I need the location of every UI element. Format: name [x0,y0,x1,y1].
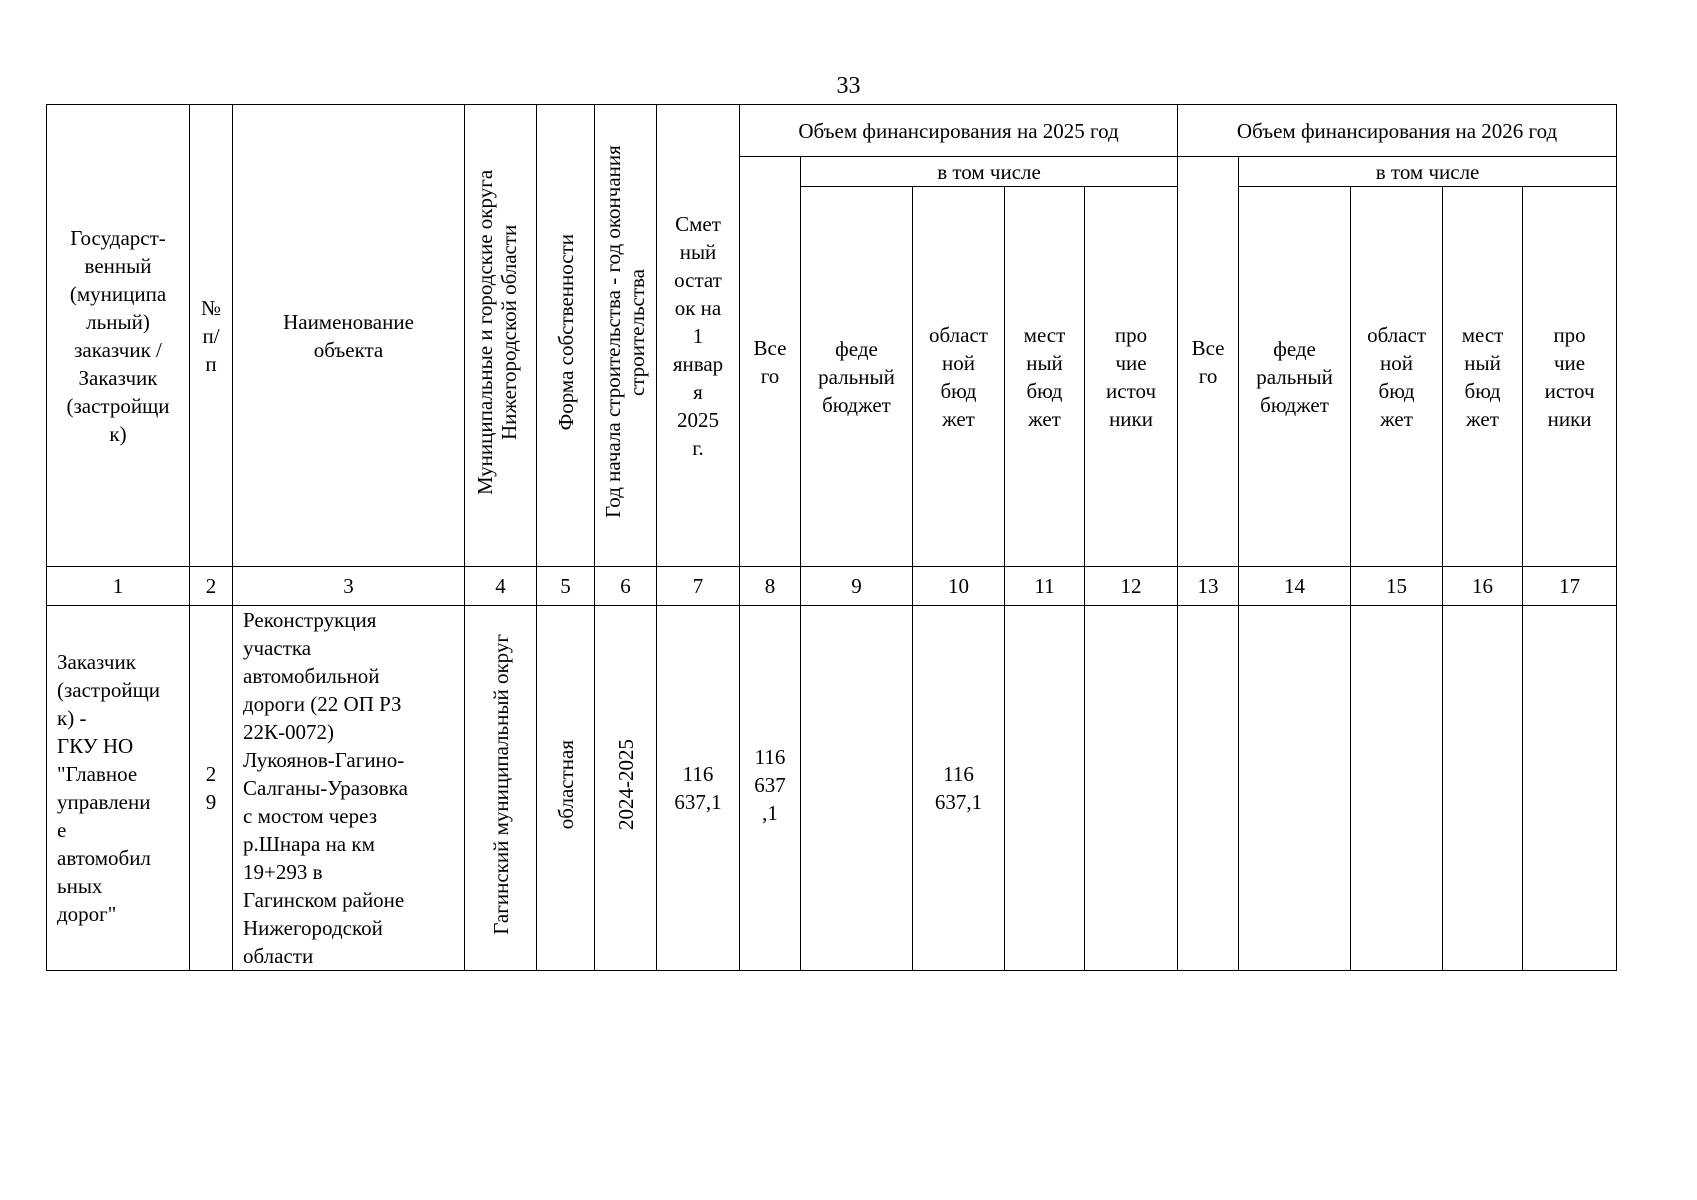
header-municipal-cell [465,105,537,567]
table-row [47,606,1617,971]
row-ownership: областная [553,739,578,830]
row-customer: Заказчик (застройщи к) - ГКУ НО "Главное управлени е автомобил ьных дорог" [47,606,190,971]
column-number: 13 [1178,567,1239,606]
row-local-2025 [1005,606,1085,971]
row-total-2026 [1178,606,1239,971]
header-years-cell [595,105,657,567]
column-number: 7 [657,567,740,606]
row-years: 2024-2025 [613,739,638,830]
row-local-2026 [1443,606,1523,971]
header-ownership-cell [537,105,595,567]
row-years-cell [595,606,657,971]
header-ownership: Форма собственности [553,233,578,431]
column-number: 14 [1239,567,1351,606]
row-balance: 116 637,1 [657,606,740,971]
row-total-2025: 116 637 ,1 [740,606,801,971]
page-number: 33 [836,73,861,99]
header-total-2025: Все го [740,157,801,567]
row-regional-2026 [1351,606,1443,971]
column-number-row [47,567,1617,606]
header-total-2026: Все го [1178,157,1239,567]
row-federal-2026 [1239,606,1351,971]
column-number: 11 [1005,567,1085,606]
row-municipal-cell [465,606,537,971]
header-municipal: Муниципальные и городские округа Нижегородской области [472,169,521,495]
column-number: 5 [537,567,595,606]
header-regional-2025: област ной бюд жет [913,187,1005,567]
header-including-2026: в том числе [1239,157,1617,187]
column-number: 2 [190,567,233,606]
column-number: 17 [1523,567,1617,606]
column-number: 1 [47,567,190,606]
row-ownership-cell [537,606,595,971]
column-number: 16 [1443,567,1523,606]
column-number: 8 [740,567,801,606]
row-federal-2025 [801,606,913,971]
header-other-2025: про чие источ ники [1085,187,1178,567]
header-regional-2026: област ной бюд жет [1351,187,1443,567]
row-regional-2025: 116 637,1 [913,606,1005,971]
row-municipal: Гагинский муниципальный округ [488,634,513,935]
header-object-name: Наименование объекта [233,105,465,567]
financing-table [46,104,1617,971]
row-other-2025 [1085,606,1178,971]
column-number: 12 [1085,567,1178,606]
header-fin-2025: Объем финансирования на 2025 год [740,105,1178,157]
header-years: Год начала строительства - год окончания строительства [600,145,649,519]
header-customer: Государст- венный (муниципа льный) заказчик / Заказчик (застройщи к) [47,105,190,567]
header-other-2026: про чие источ ники [1523,187,1617,567]
header-local-2025: мест ный бюд жет [1005,187,1085,567]
header-federal-2026: феде ральный бюджет [1239,187,1351,567]
column-number: 15 [1351,567,1443,606]
column-number: 6 [595,567,657,606]
row-num: 2 9 [190,606,233,971]
header-federal-2025: феде ральный бюджет [801,187,913,567]
row-other-2026 [1523,606,1617,971]
header-num: № п/ п [190,105,233,567]
column-number: 9 [801,567,913,606]
header-fin-2026: Объем финансирования на 2026 год [1178,105,1617,157]
row-object-name: Реконструкция участка автомобильной дороги (22 ОП РЗ 22К-0072) Лукоянов-Гагино- Салганы-Уразовка с мостом через р.Шнара на км 19+293 в Гагинском районе Нижегородской области [233,606,465,971]
column-number: 3 [233,567,465,606]
header-balance: Смет ный остат ок на 1 январ я 2025 г. [657,105,740,567]
header-including-2025: в том числе [801,157,1178,187]
header-local-2026: мест ный бюд жет [1443,187,1523,567]
column-number: 4 [465,567,537,606]
column-number: 10 [913,567,1005,606]
